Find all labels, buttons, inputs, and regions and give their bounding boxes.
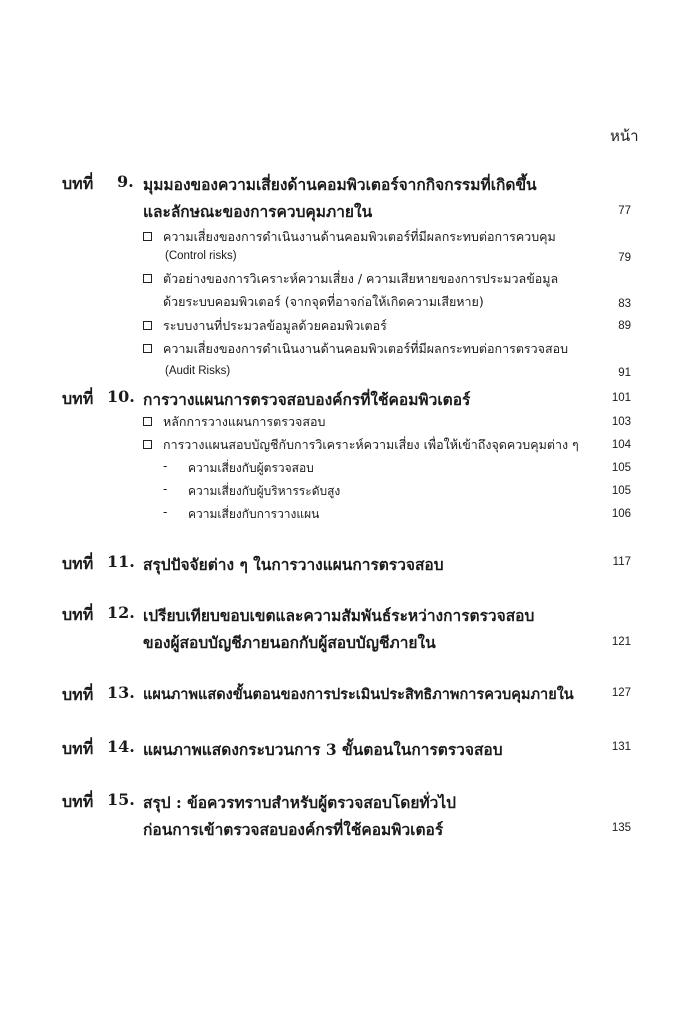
chapter-title-line2: ก่อนการเข้าตรวจสอบองค์กรที่ใช้คอมพิวเตอร์	[143, 820, 444, 839]
checkbox-bullet-icon	[143, 274, 152, 283]
page-number: 105	[611, 485, 631, 497]
page-number: 89	[618, 320, 631, 332]
page-number: 106	[611, 508, 631, 520]
chapter-title: แผนภาพแสดงขั้นตอนของการประเมินประสิทธิภาพการควบคุมภายใน	[143, 686, 574, 703]
chapter-number: 14.	[107, 737, 135, 756]
chapter-title-line2: ของผู้สอบบัญชีภายนอกกับผู้สอบบัญชีภายใน	[143, 633, 436, 652]
chapter-title: การวางแผนการตรวจสอบองค์กรที่ใช้คอมพิวเตอร์	[143, 390, 471, 409]
page-number: 79	[618, 252, 631, 264]
chapter-prefix: บทที่	[62, 174, 94, 193]
toc-item: ความเสี่ยงของการดำเนินงานด้านคอมพิวเตอร์ที่มีผลกระทบต่อการควบคุม	[163, 229, 556, 244]
toc-item: ความเสี่ยงของการดำเนินงานด้านคอมพิวเตอร์ที่มีผลกระทบต่อการตรวจสอบ	[163, 341, 569, 356]
page-number: 127	[611, 687, 631, 699]
chapter-title-line1: สรุป : ข้อควรทราบสำหรับผู้ตรวจสอบโดยทั่วไป	[143, 793, 456, 812]
toc-subitem: ความเสี่ยงกับผู้ตรวจสอบ	[188, 461, 314, 475]
toc-subitem: ความเสี่ยงกับการวางแผน	[188, 507, 320, 521]
page-number: 83	[618, 298, 631, 310]
chapter-prefix: บทที่	[62, 605, 94, 624]
page-number: 77	[618, 205, 631, 217]
chapter-title: สรุปปัจจัยต่าง ๆ ในการวางแผนการตรวจสอบ	[143, 555, 444, 574]
toc-item: ระบบงานที่ประมวลข้อมูลด้วยคอมพิวเตอร์	[163, 318, 387, 333]
chapter-title: แผนภาพแสดงกระบวนการ 3 ขั้นตอนในการตรวจสอบ	[143, 740, 503, 759]
chapter-prefix: บทที่	[62, 389, 94, 408]
toc-item-line2: (Control risks)	[165, 250, 237, 262]
page-number: 101	[611, 392, 631, 404]
checkbox-bullet-icon	[143, 232, 152, 241]
chapter-title-line2: และลักษณะของการควบคุมภายใน	[143, 202, 373, 221]
chapter-number: 9.	[117, 172, 134, 191]
chapter-number: 15.	[107, 790, 135, 809]
chapter-title-line1: เปรียบเทียบขอบเขตและความสัมพันธ์ระหว่างการตรวจสอบ	[143, 606, 535, 625]
page-number: 135	[611, 822, 631, 834]
toc-item: การวางแผนสอบบัญชีกับการวิเคราะห์ความเสี่ยง เพื่อให้เข้าถึงจุดควบคุมต่าง ๆ	[163, 437, 579, 452]
chapter-title-line1: มุมมองของความเสี่ยงด้านคอมพิวเตอร์จากกิจกรรมที่เกิดขึ้น	[143, 175, 537, 194]
page-number: 117	[612, 556, 631, 568]
checkbox-bullet-icon	[143, 440, 152, 449]
dash-bullet: -	[163, 505, 168, 519]
chapter-prefix: บทที่	[62, 685, 94, 704]
page-number: 105	[611, 462, 631, 474]
page-number: 121	[611, 636, 631, 648]
page-column-label: หน้า	[610, 127, 639, 145]
checkbox-bullet-icon	[143, 417, 152, 426]
chapter-number: 12.	[107, 603, 135, 622]
dash-bullet: -	[163, 459, 168, 473]
chapter-prefix: บทที่	[62, 792, 94, 811]
chapter-number: 13.	[107, 683, 135, 702]
chapter-number: 10.	[107, 387, 135, 406]
dash-bullet: -	[163, 482, 168, 496]
checkbox-bullet-icon	[143, 321, 152, 330]
page-number: 131	[611, 741, 631, 753]
toc-item-line2: ด้วยระบบคอมพิวเตอร์ (จากจุดที่อาจก่อให้เกิดความเสียหาย)	[163, 294, 484, 309]
chapter-prefix: บทที่	[62, 739, 94, 758]
chapter-number: 11.	[107, 552, 135, 571]
toc-item-line2: (Audit Risks)	[165, 365, 231, 377]
page-number: 91	[618, 367, 631, 379]
toc-item: ตัวอย่างของการวิเคราะห์ความเสี่ยง / ความเสียหายของการประมวลข้อมูล	[163, 271, 559, 286]
chapter-prefix: บทที่	[62, 554, 94, 573]
page-number: 104	[611, 439, 631, 451]
toc-item: หลักการวางแผนการตรวจสอบ	[163, 414, 326, 429]
page-number: 103	[611, 416, 631, 428]
toc-subitem: ความเสี่ยงกับผู้บริหารระดับสูง	[188, 484, 341, 498]
checkbox-bullet-icon	[143, 344, 152, 353]
